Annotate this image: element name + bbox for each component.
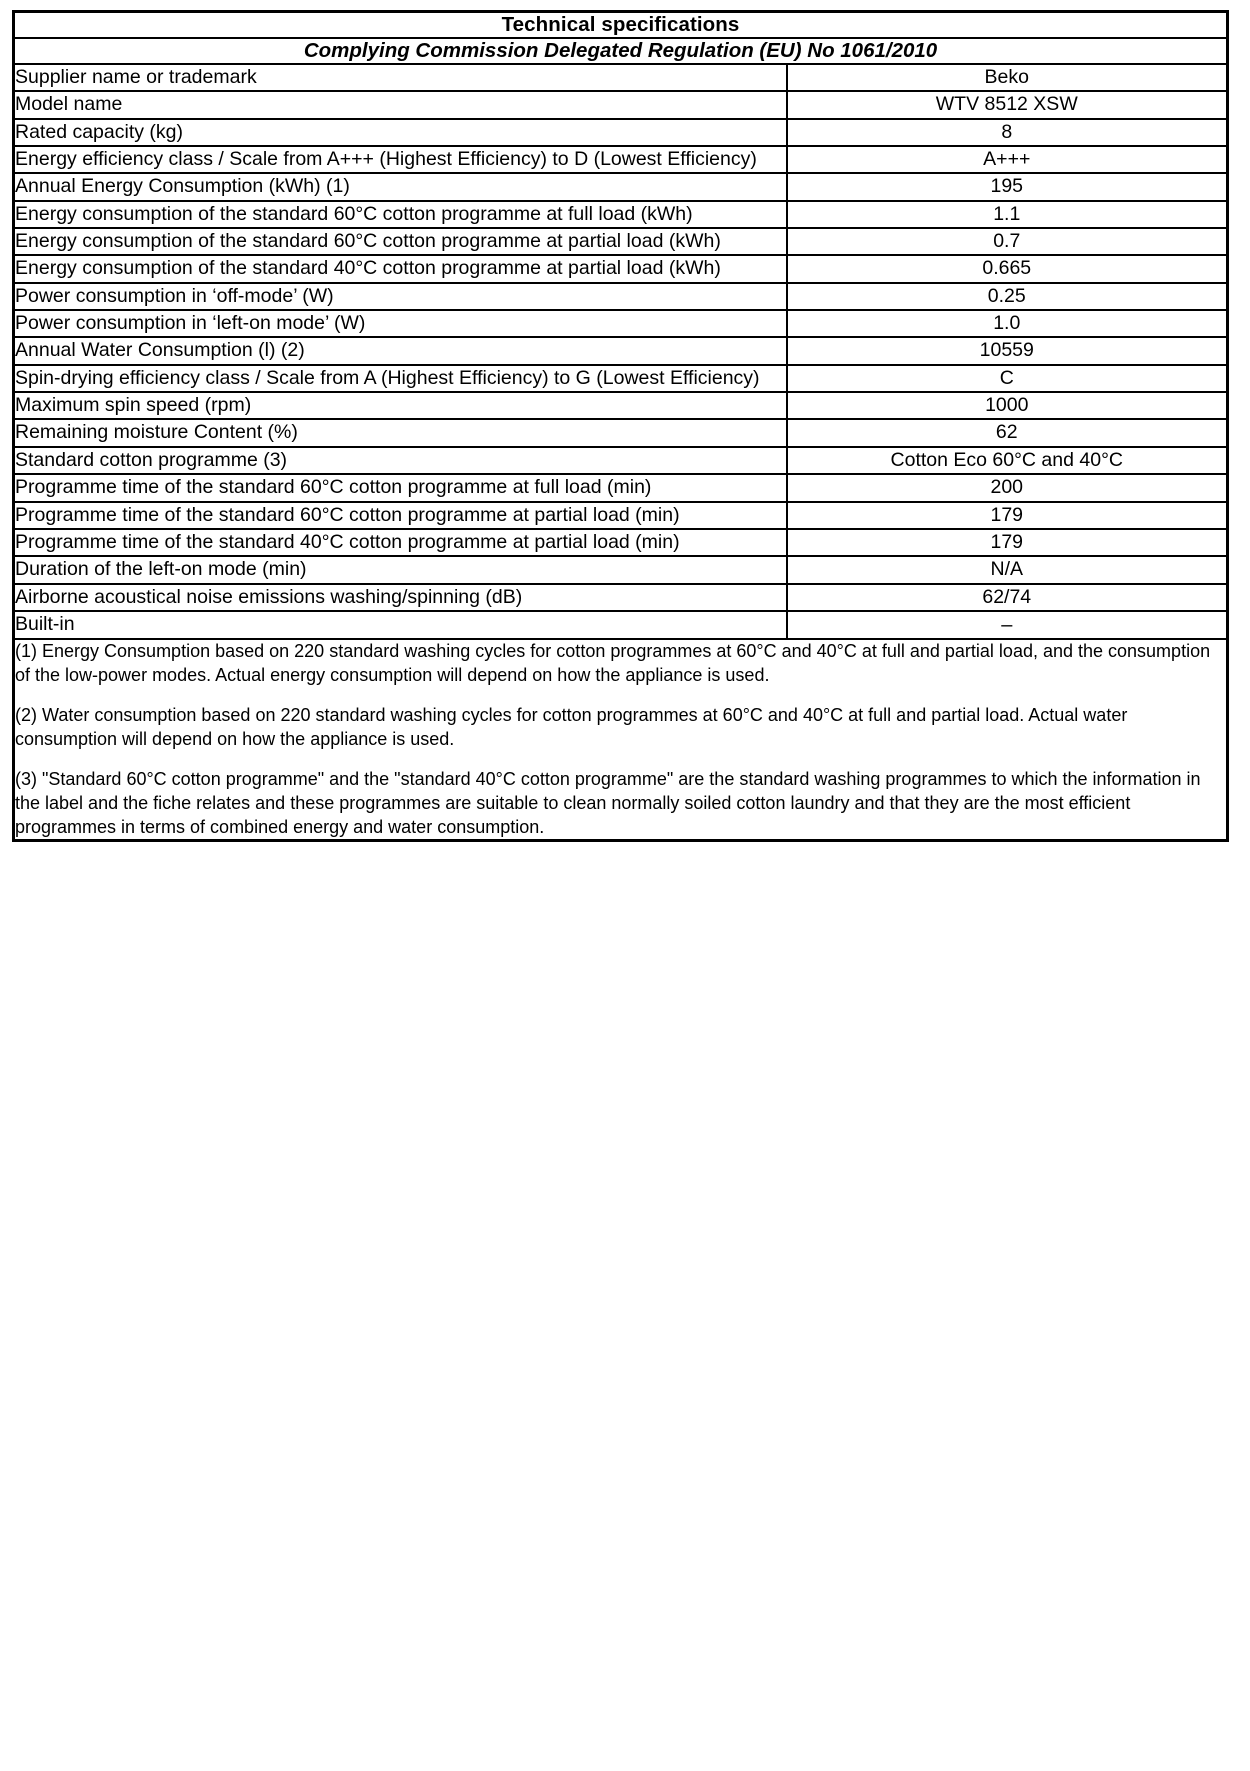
spec-value: 1000: [787, 392, 1228, 419]
spec-label: Built-in: [14, 611, 787, 639]
table-row: [14, 255, 1228, 282]
table-row: [14, 556, 1228, 583]
spec-label: Energy consumption of the standard 60°C cotton programme at full load (kWh): [14, 201, 787, 228]
spec-label: Annual Energy Consumption (kWh) (1): [14, 173, 787, 200]
spec-value: A+++: [787, 146, 1228, 173]
table-row: [14, 392, 1228, 419]
footnote-3: (3) "Standard 60°C cotton programme" and the "standard 40°C cotton programme" are the standard washing programmes to which the information in the label and the fiche relates and these programmes are suitable to clean normally soiled cotton laundry and that they are the most efficient programmes in terms of combined energy and water consumption.: [15, 768, 1201, 837]
spec-label: Rated capacity (kg): [14, 119, 787, 146]
spec-label: Energy efficiency class / Scale from A+++ (Highest Efficiency) to D (Lowest Efficiency): [14, 146, 787, 173]
spec-label: Energy consumption of the standard 60°C cotton programme at partial load (kWh): [14, 228, 787, 255]
spec-label: Programme time of the standard 60°C cotton programme at partial load (min): [14, 502, 787, 529]
spec-value: 1.1: [787, 201, 1228, 228]
spec-label: Energy consumption of the standard 40°C cotton programme at partial load (kWh): [14, 255, 787, 282]
table-row: [14, 337, 1228, 364]
spec-label: Supplier name or trademark: [14, 64, 787, 91]
table-row: [14, 310, 1228, 337]
table-row: [14, 283, 1228, 310]
spec-value: 62/74: [787, 584, 1228, 611]
spec-label: Power consumption in ‘left-on mode’ (W): [14, 310, 787, 337]
table-row: [14, 146, 1228, 173]
spec-label: Standard cotton programme (3): [14, 447, 787, 474]
document-title: Technical specifications: [14, 12, 1228, 39]
table-subtitle-row: [14, 38, 1228, 64]
spec-value: 1.0: [787, 310, 1228, 337]
spec-value: 200: [787, 474, 1228, 501]
technical-specifications-table: [12, 10, 1229, 842]
spec-label: Power consumption in ‘off-mode’ (W): [14, 283, 787, 310]
spec-label: Duration of the left-on mode (min): [14, 556, 787, 583]
spec-label: Airborne acoustical noise emissions washing/spinning (dB): [14, 584, 787, 611]
table-row: [14, 502, 1228, 529]
table-row: [14, 173, 1228, 200]
spec-value: 0.665: [787, 255, 1228, 282]
spec-label: Programme time of the standard 60°C cotton programme at full load (min): [14, 474, 787, 501]
spec-value: 8: [787, 119, 1228, 146]
document-subtitle: Complying Commission Delegated Regulation (EU) No 1061/2010: [14, 38, 1228, 64]
table-row: [14, 447, 1228, 474]
footnote-1: (1) Energy Consumption based on 220 standard washing cycles for cotton programmes at 60°C and 40°C at full and partial load, and the consumption of the low-power modes. Actual energy consumption will depend on how the appliance is used.: [15, 640, 1211, 685]
table-row: [14, 611, 1228, 639]
spec-label: Model name: [14, 91, 787, 118]
table-title-row: [14, 12, 1228, 39]
table-row: [14, 91, 1228, 118]
spec-value: 62: [787, 419, 1228, 446]
table-row: [14, 64, 1228, 91]
footnotes: [14, 639, 1228, 841]
spec-value: 179: [787, 502, 1228, 529]
table-notes-row: [14, 639, 1228, 841]
spec-value: 10559: [787, 337, 1228, 364]
table-row: [14, 529, 1228, 556]
spec-label: Annual Water Consumption (l) (2): [14, 337, 787, 364]
spec-value: 0.7: [787, 228, 1228, 255]
spec-label: Programme time of the standard 40°C cotton programme at partial load (min): [14, 529, 787, 556]
table-row: [14, 119, 1228, 146]
table-row: [14, 584, 1228, 611]
spec-value: C: [787, 365, 1228, 392]
spec-value: Beko: [787, 64, 1228, 91]
spec-label: Remaining moisture Content (%): [14, 419, 787, 446]
spec-value: N/A: [787, 556, 1228, 583]
spec-value: Cotton Eco 60°C and 40°C: [787, 447, 1228, 474]
spec-value: 0.25: [787, 283, 1228, 310]
spec-value: 179: [787, 529, 1228, 556]
table-row: [14, 365, 1228, 392]
spec-value: –: [787, 611, 1228, 639]
footnote-2: (2) Water consumption based on 220 standard washing cycles for cotton programmes at 60°C and 40°C at full and partial load. Actual water consumption will depend on how the appliance is used.: [15, 704, 1128, 749]
table-row: [14, 474, 1228, 501]
table-row: [14, 201, 1228, 228]
table-row: [14, 419, 1228, 446]
table-row: [14, 228, 1228, 255]
spec-value: WTV 8512 XSW: [787, 91, 1228, 118]
spec-value: 195: [787, 173, 1228, 200]
spec-label: Spin-drying efficiency class / Scale from A (Highest Efficiency) to G (Lowest Efficiency): [14, 365, 787, 392]
spec-label: Maximum spin speed (rpm): [14, 392, 787, 419]
